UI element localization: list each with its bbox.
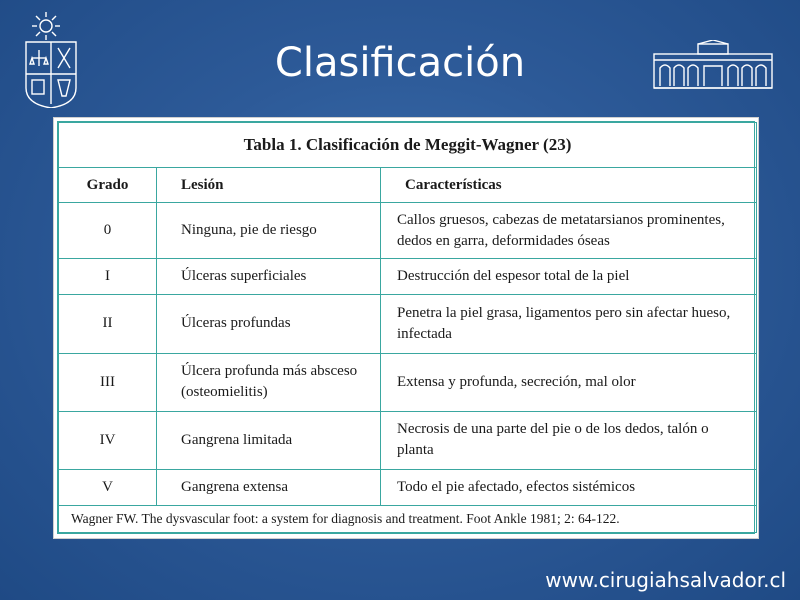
lesion-cell: Úlceras profundas xyxy=(157,295,381,353)
grade-cell: 0 xyxy=(59,203,157,259)
classification-table-frame xyxy=(57,121,755,534)
hospital-building-icon xyxy=(652,40,774,92)
lesion-cell: Ninguna, pie de riesgo xyxy=(157,203,381,259)
table-row xyxy=(59,469,757,505)
table-row xyxy=(59,353,757,411)
grade-cell: III xyxy=(59,353,157,411)
slide-title: Clasificación xyxy=(274,40,526,86)
table-row xyxy=(59,259,757,295)
column-header-lesion: Lesión xyxy=(157,168,381,203)
caracteristicas-cell: Extensa y profunda, secreción, mal olor xyxy=(381,353,757,411)
grade-cell: II xyxy=(59,295,157,353)
classification-table-panel xyxy=(53,117,759,539)
meggit-wagner-table xyxy=(58,122,757,533)
grade-cell: I xyxy=(59,259,157,295)
website-url: www.cirugiahsalvador.cl xyxy=(545,568,786,592)
table-row xyxy=(59,203,757,259)
lesion-cell: Úlceras superficiales xyxy=(157,259,381,295)
caracteristicas-cell: Callos gruesos, cabezas de metatarsianos prominentes, dedos en garra, deformidades óseas xyxy=(381,203,757,259)
column-header-caracteristicas: Características xyxy=(381,168,757,203)
column-header-grado: Grado xyxy=(59,168,157,203)
grade-cell: V xyxy=(59,469,157,505)
caracteristicas-cell: Todo el pie afectado, efectos sistémicos xyxy=(381,469,757,505)
lesion-cell: Gangrena limitada xyxy=(157,411,381,469)
lesion-cell: Úlcera profunda más absceso (osteomielitis) xyxy=(157,353,381,411)
grade-cell: IV xyxy=(59,411,157,469)
table-row xyxy=(59,411,757,469)
table-footnote: Wagner FW. The dysvascular foot: a system for diagnosis and treatment. Foot Ankle 1981; 2: 64-122. xyxy=(59,505,757,532)
caracteristicas-cell: Necrosis de una parte del pie o de los dedos, talón o planta xyxy=(381,411,757,469)
lesion-cell: Gangrena extensa xyxy=(157,469,381,505)
caracteristicas-cell: Penetra la piel grasa, ligamentos pero sin afectar hueso, infectada xyxy=(381,295,757,353)
table-caption: Tabla 1. Clasificación de Meggit-Wagner (23) xyxy=(59,123,757,168)
caracteristicas-cell: Destrucción del espesor total de la piel xyxy=(381,259,757,295)
table-row xyxy=(59,295,757,353)
